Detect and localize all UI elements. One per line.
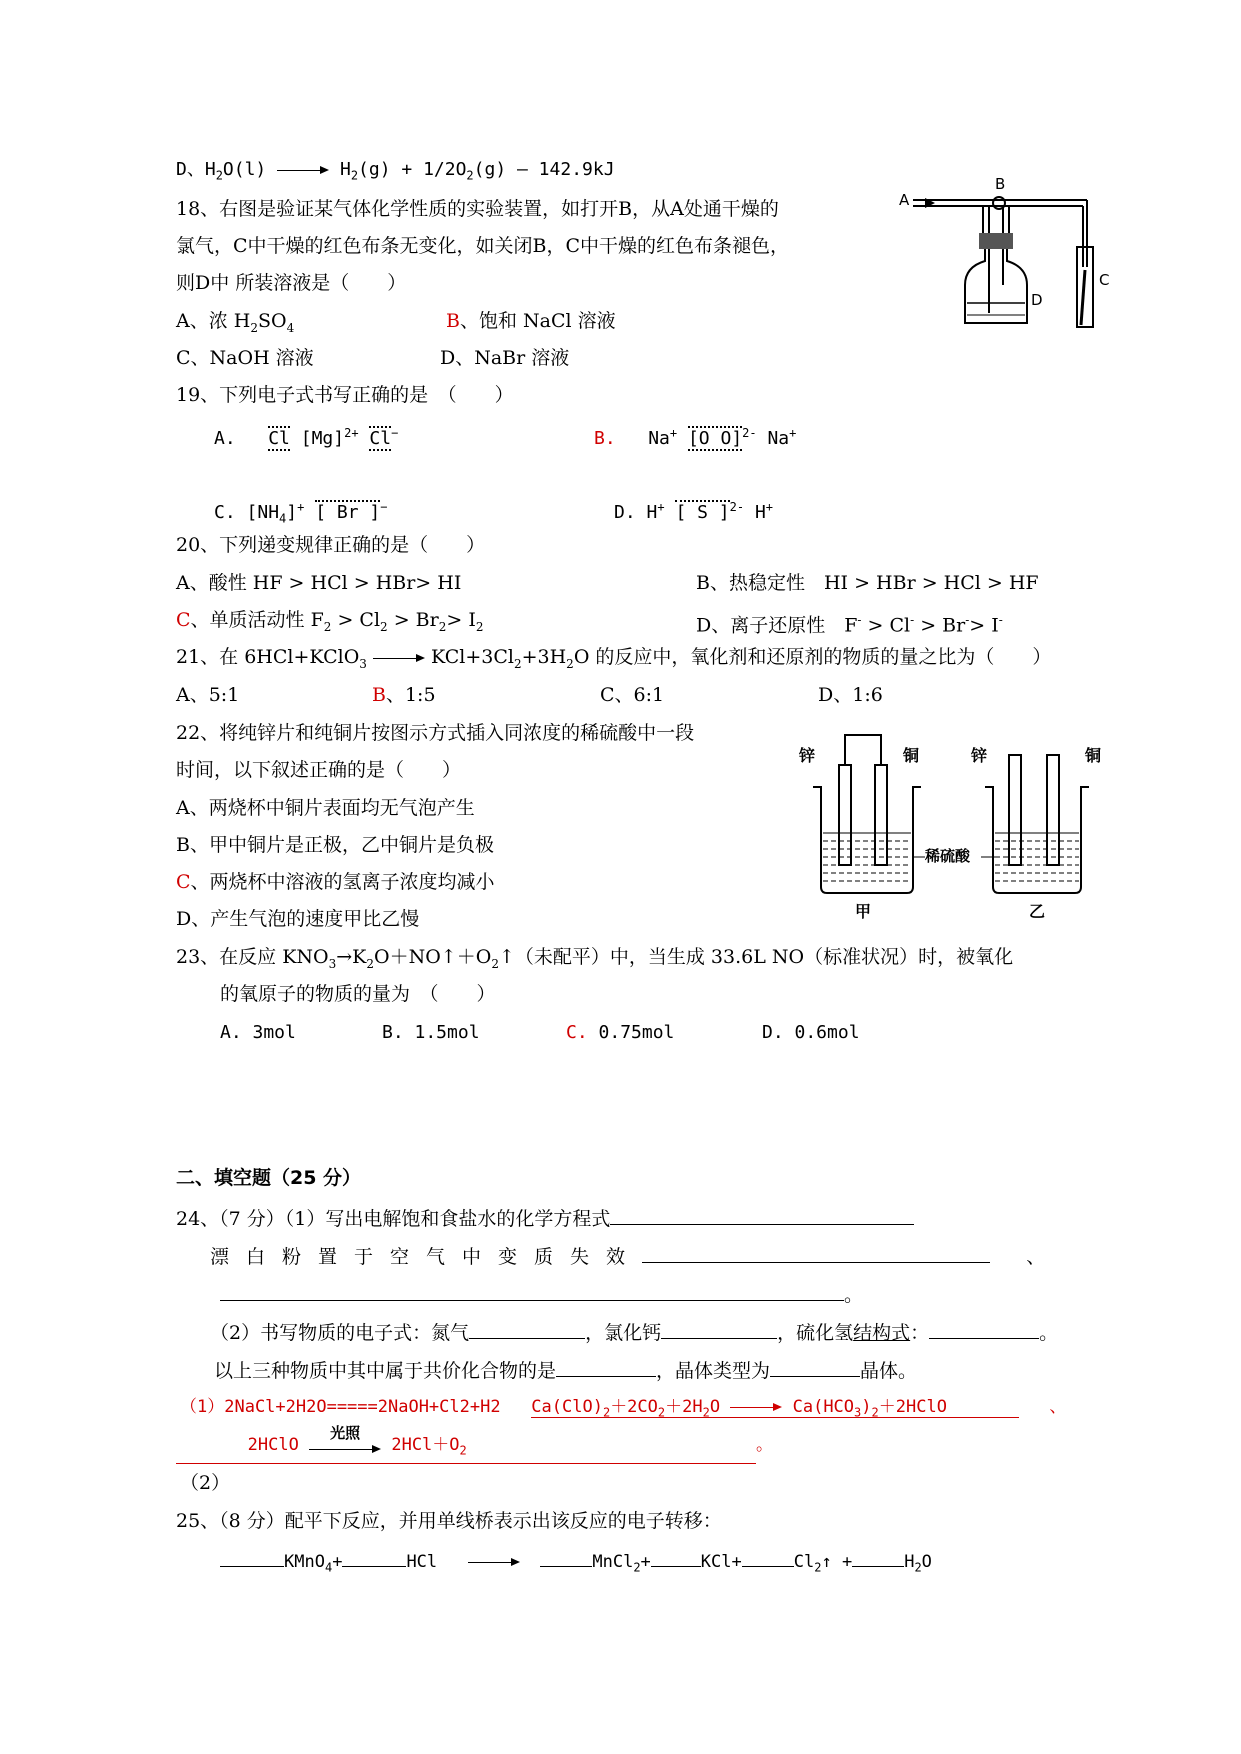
q20-option-c: C、单质活动性 $F_2 > Cl_2 > Br_2> I_2$: [176, 609, 484, 634]
answer-blank[interactable]: [770, 1356, 860, 1377]
q23-option-b: B. 1.5mol: [382, 1022, 480, 1043]
coefficient-blank[interactable]: [742, 1546, 794, 1567]
q19-option-a: A. Cl $[Mg]^{2+}$ Cl−: [214, 426, 399, 449]
q19-option-c: C. $[NH_4]^+$ [ Br ]−: [214, 500, 388, 526]
q21-stem: 21、在 6HCl+KClO$_3$ $KCl+3Cl_2+3H_2O$ 的反应中，氧化剂和还原剂的物质的量之比为（ ）: [176, 646, 1052, 671]
reaction-arrow: [373, 653, 425, 663]
q20-option-b: B、热稳定性 HI > HBr > HCl > HF: [696, 572, 1039, 594]
q24-line1: 24、（7 分）（1）写出电解饱和食盐水的化学方程式: [176, 1204, 914, 1232]
coefficient-blank[interactable]: [540, 1546, 592, 1567]
coefficient-blank[interactable]: [342, 1546, 406, 1567]
fig-label-copper-2: 铜: [1085, 746, 1102, 765]
q22-stem-line1: 22、将纯锌片和纯铜片按图示方式插入同浓度的稀硫酸中一段: [176, 722, 695, 744]
answer-blank[interactable]: [642, 1242, 990, 1263]
q18-option-b: B、饱和 NaCl 溶液: [446, 310, 616, 332]
fig-label-c: C: [1099, 271, 1110, 289]
q23-option-c: C. 0.75mol: [566, 1022, 675, 1043]
answer-blank[interactable]: [929, 1318, 1039, 1339]
fig-label-b: B: [995, 175, 1006, 193]
fig-label-zinc-2: 锌: [971, 746, 988, 765]
q18-option-c: C、NaOH 溶液: [176, 347, 314, 369]
q24-answer-line2: 2HClO 光照 $2HCl+O_2$ 。: [176, 1432, 773, 1464]
q24-line4: （2）书写物质的电子式：氮气 ，氯化钙 ，硫化氢结构式： 。: [210, 1318, 1058, 1346]
fig-label-a: A: [899, 191, 910, 209]
q22-stem-line2: 时间，以下叙述正确的是（ ）: [176, 759, 462, 781]
q18-apparatus-figure: [895, 175, 1125, 335]
q20-stem: 20、下列递变规律正确的是（ ）: [176, 534, 486, 556]
fig-label-dilute-sulfuric-acid: 稀硫酸: [925, 847, 971, 865]
q23-option-a: A. 3mol: [220, 1022, 296, 1043]
q22-option-a: A、两烧杯中铜片表面均无气泡产生: [176, 797, 475, 819]
q25-stem: 25、（8 分）配平下反应，并用单线桥表示出该反应的电子转移：: [176, 1510, 722, 1532]
fig-label-jia: 甲: [855, 902, 872, 921]
fig-label-yi: 乙: [1029, 902, 1046, 921]
q23-stem-line2: 的氧原子的物质的量为 （ ）: [220, 983, 496, 1005]
q18-stem-line2: 氯气，C中干燥的红色布条无变化，如关闭B，C中干燥的红色布条褪色，: [176, 235, 790, 257]
fig-label-d: D: [1031, 291, 1043, 309]
q22-beakers-figure: [795, 725, 1130, 925]
q21-option-d: D、1:6: [818, 684, 883, 706]
answer-blank[interactable]: [661, 1318, 777, 1339]
answer-blank[interactable]: [556, 1356, 656, 1377]
q20-option-d: D、离子还原性 F- > Cl- > Br-> I-: [696, 613, 1003, 637]
q24-answer-line1: （1）2NaCl+2H2O=====2NaOH+Cl2+H2 $Ca(ClO)_2+2CO_2+2H_2O$ $Ca(HCO_3)_2+2HClO$ 、: [180, 1397, 1067, 1420]
q23-option-d: D. 0.6mol: [762, 1022, 860, 1043]
answer-blank[interactable]: [469, 1318, 585, 1339]
coefficient-blank[interactable]: [852, 1546, 904, 1567]
answer-blank[interactable]: [220, 1280, 844, 1301]
q21-option-c: C、6:1: [600, 684, 665, 706]
light-condition-arrow: 光照: [309, 1432, 381, 1458]
q20-option-a: A、酸性 HF > HCl > HBr> HI: [176, 572, 462, 594]
q25-equation: KMnO$_4$+ HCl MnCl$_2$+ $KCl+ Cl_2↑ + H_2O$: [220, 1546, 932, 1580]
q24-line3: 。: [220, 1280, 863, 1308]
reaction-arrow: [277, 165, 329, 175]
q21-option-a: A、5:1: [176, 684, 240, 706]
q24-line5: 以上三种物质中其中属于共价化合物的是 ，晶体类型为 晶体。: [214, 1356, 917, 1384]
q24-line2: 漂白粉置于空气中变质失效 、: [210, 1242, 1045, 1270]
fig-label-zinc-1: 锌: [799, 746, 816, 765]
reaction-arrow: [468, 1557, 520, 1567]
coefficient-blank[interactable]: [220, 1546, 284, 1567]
q18-stem-line1: 18、右图是验证某气体化学性质的实验装置，如打开B，从A处通干燥的: [176, 198, 779, 220]
q24-answer-line3: （2）: [180, 1472, 231, 1494]
q17-option-d: D、$H_2O(l) H_2(g) + 1/2O_2(g)$ — 142.9kJ: [176, 159, 615, 183]
q22-option-b: B、甲中铜片是正极，乙中铜片是负极: [176, 834, 494, 856]
q19-option-d: D. H+ [ S ]$^{2-}$ H+: [614, 500, 774, 523]
answer-blank[interactable]: [610, 1204, 914, 1225]
q22-option-c: C、两烧杯中溶液的氢离子浓度均减小: [176, 871, 495, 893]
reaction-arrow: [730, 1402, 782, 1412]
q19-option-b: B. Na+ [O O]$^{2-}$ Na+: [594, 426, 797, 449]
coefficient-blank[interactable]: [651, 1546, 701, 1567]
q21-option-b: B、1:5: [372, 684, 436, 706]
q18-option-a: A、浓 $H_2SO_4$: [176, 310, 295, 335]
q18-stem-line3: 则D中 所装溶液是（ ）: [176, 272, 407, 294]
section-heading-fill-in: 二、填空题（25 分）: [176, 1167, 362, 1189]
fig-label-copper-1: 铜: [903, 746, 920, 765]
q23-stem-line1: 23、在反应 $KNO_3\to K_2O+NO↑+O_2↑$（未配平）中，当生成 33.6L NO（标准状况）时，被氧化: [176, 946, 1014, 971]
q22-option-d: D、产生气泡的速度甲比乙慢: [176, 908, 420, 930]
q19-stem: 19、下列电子式书写正确的是 （ ）: [176, 384, 514, 406]
q18-option-d: D、NaBr 溶液: [440, 347, 570, 369]
